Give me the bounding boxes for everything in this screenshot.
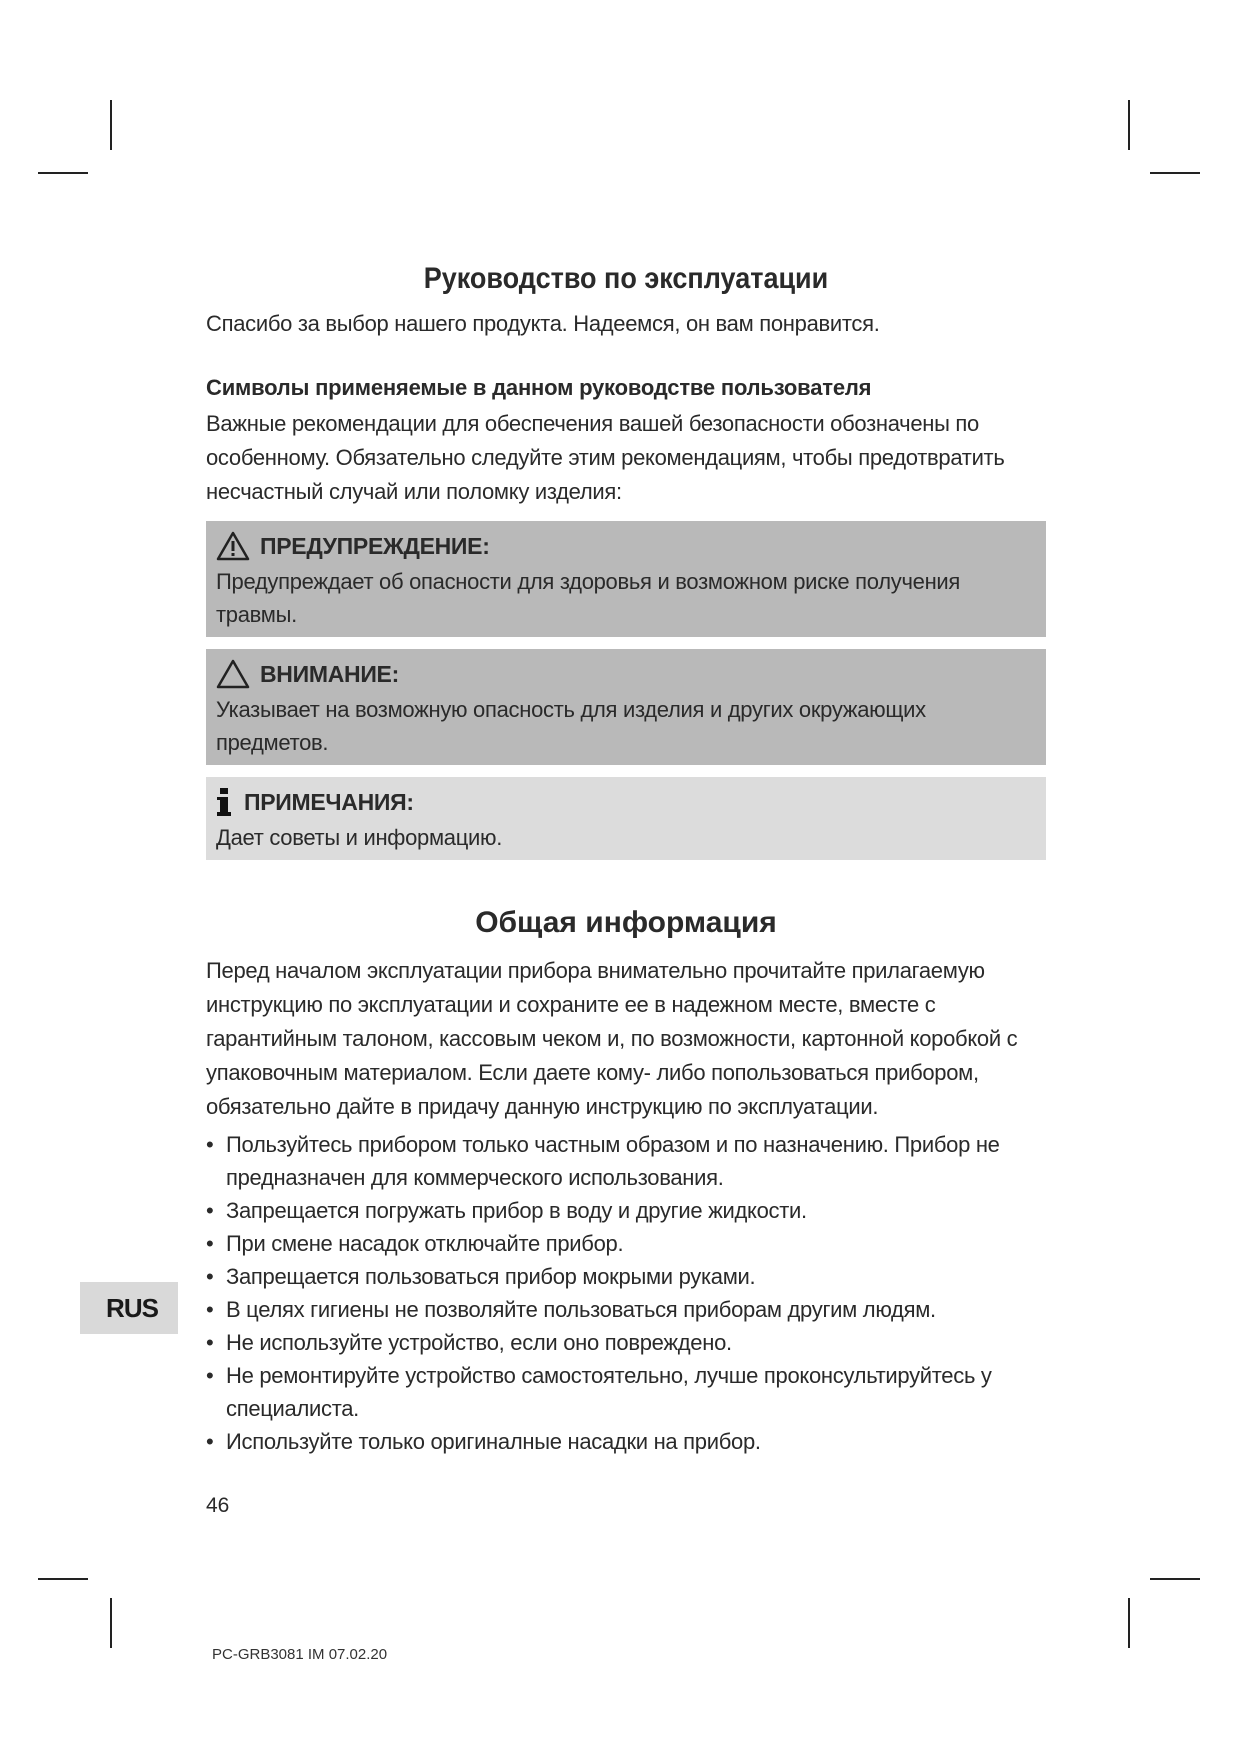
- crop-mark-bottom-left-horizontal: [38, 1578, 88, 1580]
- list-item: • Не используйте устройство, если оно повреждено.: [206, 1326, 1046, 1359]
- page-title: Руководство по эксплуатации: [423, 262, 829, 295]
- warning-triangle-icon: [216, 531, 250, 561]
- warning-text: Предупреждает об опасности для здоровья и возможном риске получения травмы.: [216, 569, 961, 627]
- list-item: • Используйте только оригиналные насадки на прибор.: [206, 1425, 1046, 1458]
- symbols-intro: Важные рекомендации для обеспечения вашей безопасности обозначены по особенному. Обязательно следуйте этим рекомендациям, чтобы предотвратить несчастный случай или поломку изделия:: [206, 411, 1005, 504]
- list-item: • При смене насадок отключайте прибор.: [206, 1227, 1046, 1260]
- list-item: • Не ремонтируйте устройство самостоятельно, лучше проконсультируйтесь у специалиста.: [206, 1359, 1046, 1425]
- page-content: [206, 262, 1046, 1458]
- print-footer: PC-GRB3081 IM 07.02.20: [212, 1646, 388, 1663]
- caution-header: [216, 655, 1036, 693]
- crop-mark-bottom-right-horizontal: [1150, 1578, 1200, 1580]
- note-header: [216, 783, 1036, 821]
- caution-label: ВНИМАНИЕ:: [260, 660, 399, 687]
- note-box: [206, 777, 1046, 860]
- safety-list: [206, 1128, 1046, 1458]
- info-icon: [216, 788, 232, 816]
- caution-triangle-icon: [216, 659, 250, 689]
- crop-mark-bottom-left-vertical: [110, 1598, 112, 1648]
- crop-mark-top-right-horizontal: [1150, 172, 1200, 174]
- symbols-heading: Символы применяемые в данном руководстве пользователя: [206, 375, 872, 400]
- list-item: • В целях гигиены не позволяйте пользоваться приборам другим людям.: [206, 1293, 1046, 1326]
- general-info-title: Общая информация: [475, 906, 777, 939]
- note-label: ПРИМЕЧАНИЯ:: [244, 788, 414, 815]
- crop-mark-top-right-vertical: [1128, 100, 1130, 150]
- list-item: • Пользуйтесь прибором только частным образом и по назначению. Прибор не предназначен для коммерческого использования.: [206, 1128, 1046, 1194]
- language-tab: RUS: [80, 1282, 178, 1334]
- caution-box: [206, 649, 1046, 765]
- warning-header: [216, 527, 1036, 565]
- crop-mark-top-left-horizontal: [38, 172, 88, 174]
- general-info-intro: Перед началом эксплуатации прибора внимательно прочитайте прилагаемую инструкцию по эксплуатации и сохраните ее в надежном месте, вместе с гарантийным талоном, кассовым чеком и, по возможности, картонной коробкой с упаковочным материалом. Если даете кому- либо попользоваться прибором, обязательно дайте в придачу данную инструкцию по эксплуатации.: [206, 958, 1018, 1119]
- caution-text: Указывает на возможную опасность для изделия и других окружающих предметов.: [216, 697, 926, 755]
- crop-mark-bottom-right-vertical: [1128, 1598, 1130, 1648]
- intro-line: Спасибо за выбор нашего продукта. Надеемся, он вам понравится.: [206, 311, 880, 336]
- list-item: • Запрещается погружать прибор в воду и другие жидкости.: [206, 1194, 1046, 1227]
- note-text: Дает советы и информацию.: [216, 825, 503, 850]
- warning-label: ПРЕДУПРЕЖДЕНИЕ:: [260, 532, 490, 559]
- warning-box: [206, 521, 1046, 637]
- crop-mark-top-left-vertical: [110, 100, 112, 150]
- page-number: 46: [206, 1494, 230, 1517]
- list-item: • Запрещается пользоваться прибор мокрыми руками.: [206, 1260, 1046, 1293]
